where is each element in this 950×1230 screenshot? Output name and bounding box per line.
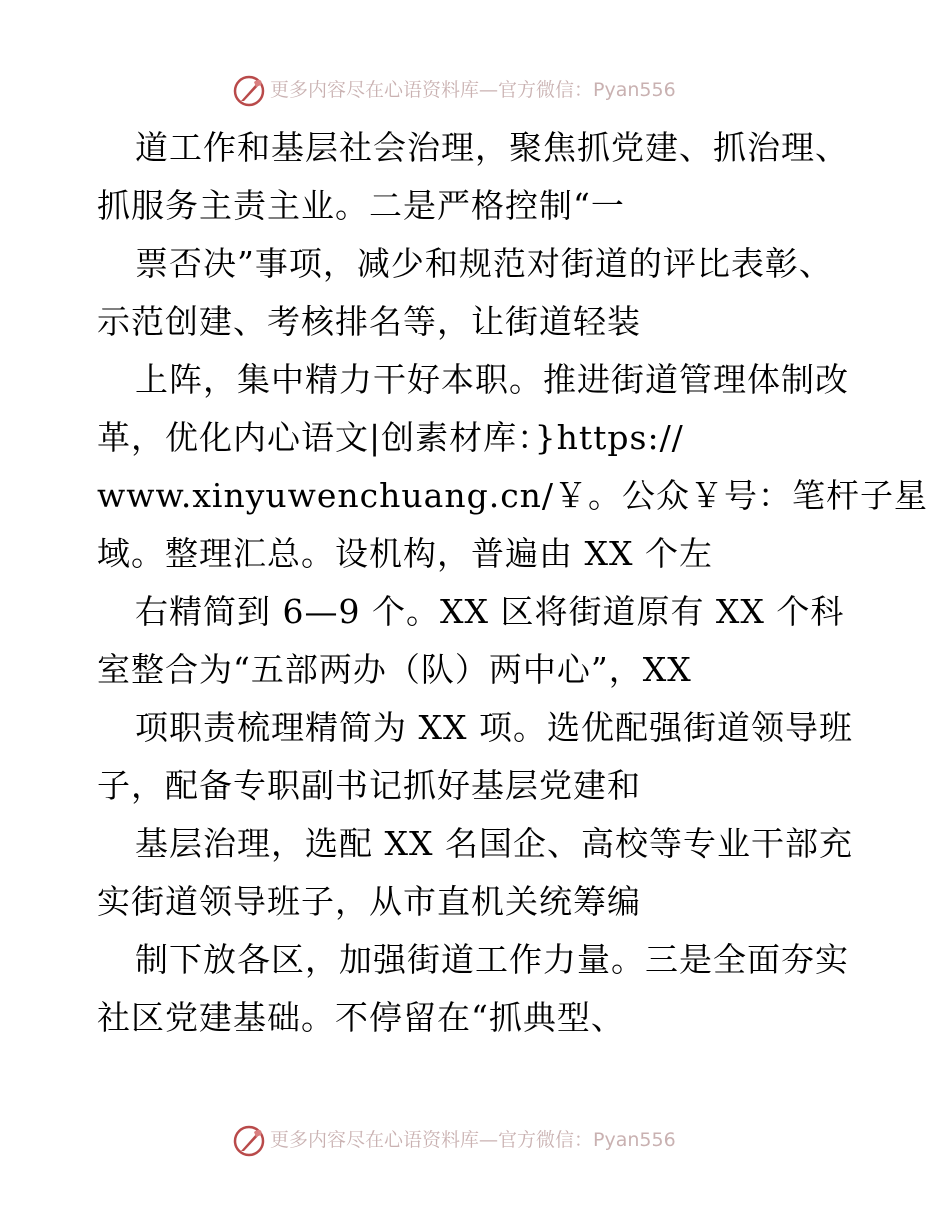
body-line: 票否决”事项，减少和规范对街道的评比表彰、 <box>135 244 833 283</box>
body-line: 室整合为“五部两办（队）两中心”，XX <box>97 650 692 689</box>
banner-text <box>270 1128 676 1152</box>
body-line: 道工作和基层社会治理，聚焦抓党建、抓治理、 <box>135 128 849 167</box>
body-line: 基层治理，选配 XX 名国企、高校等专业干部充 <box>135 824 853 863</box>
body-line: 右精简到 6—9 个。XX 区将街道原有 XX 个科 <box>135 592 845 631</box>
body-line: 实街道领导班子，从市直机关统筹编 <box>97 882 641 921</box>
banner-site-name: 更多内容尽在心语资料库 <box>270 1129 480 1151</box>
banner-wechat: 官方微信：Pyan556 <box>498 1129 676 1151</box>
body-line: 上阵，集中精力干好本职。推进街道管理体制改 <box>135 360 849 399</box>
footer-banner <box>0 1120 950 1160</box>
body-line: 抓服务主责主业。二是严格控制“一 <box>97 186 625 225</box>
body-line: 示范创建、考核排名等，让街道轻装 <box>97 302 641 341</box>
banner-wechat: 官方微信：Pyan556 <box>498 79 676 101</box>
body-line: 项职责梳理精简为 XX 项。选优配强街道领导班 <box>135 708 853 747</box>
body-line: www.xinyuwenchuang.cn/￥。公众￥号：笔杆子星 <box>97 476 929 515</box>
banner-site-name: 更多内容尽在心语资料库 <box>270 79 480 101</box>
quill-logo-icon <box>232 1124 266 1158</box>
body-line: 域。整理汇总。设机构，普遍由 XX 个左 <box>97 534 713 573</box>
banner-separator: — <box>479 79 499 101</box>
body-line: 革，优化内心语文|创素材库：}https:// <box>97 418 684 457</box>
body-line: 子，配备专职副书记抓好基层党建和 <box>97 766 641 805</box>
body-line: 社区党建基础。不停留在“抓典型、 <box>97 998 625 1037</box>
body-line: 制下放各区，加强街道工作力量。三是全面夯实 <box>135 940 849 979</box>
banner-separator: — <box>479 1129 499 1151</box>
